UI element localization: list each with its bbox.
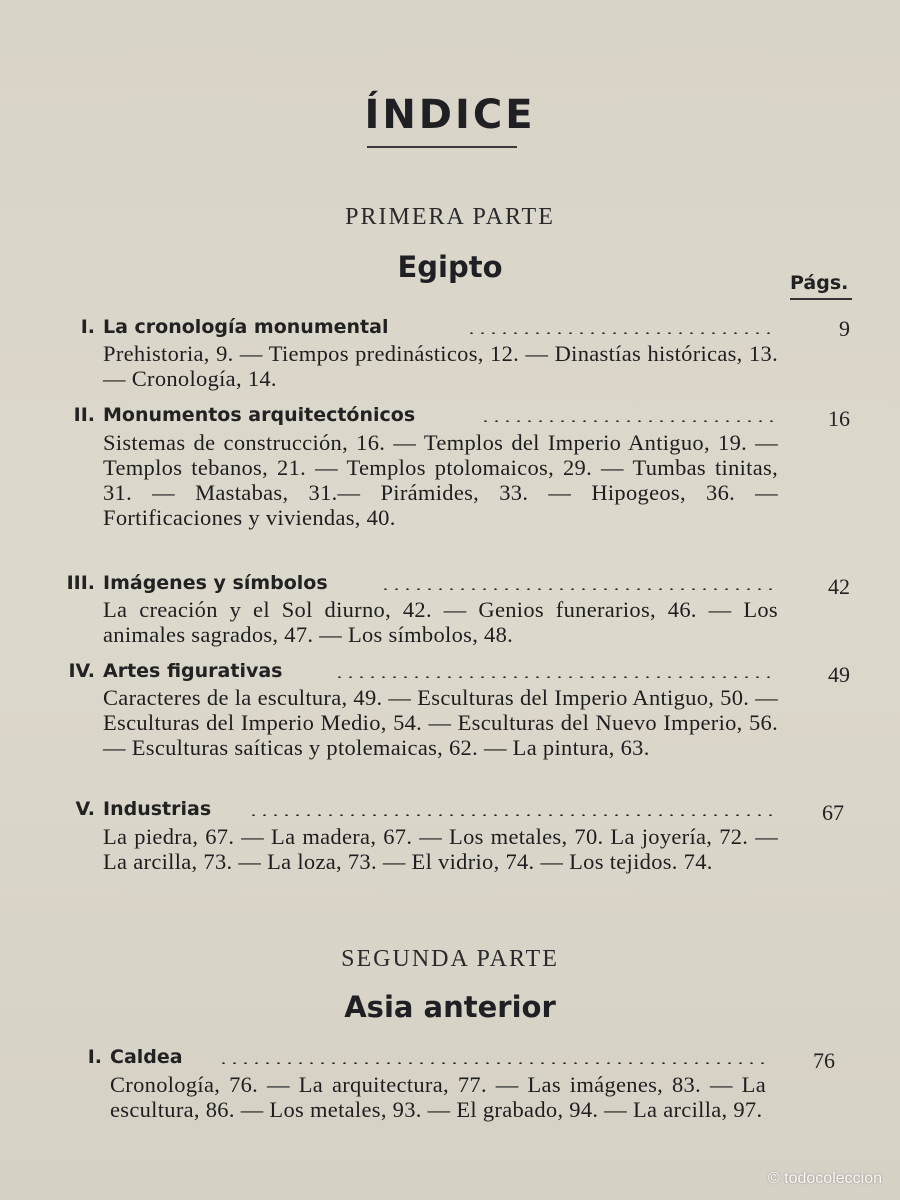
entry-number: I.	[80, 316, 95, 338]
entry-description: Prehistoria, 9. — Tiempos predinásticos, 12. — Dinastías históricas, 13. — Cronología, 14.	[103, 341, 778, 391]
entry-description: La piedra, 67. — La madera, 67. — Los metales, 70. La joyería, 72. — La arcilla, 73. — La loza, 73. — El vidrio, 74. — Los tejidos. 74.	[103, 824, 778, 874]
dot-leader	[380, 588, 778, 590]
entry-number: IV.	[68, 660, 95, 682]
entry-number: III.	[66, 572, 95, 594]
entry-page-number: 42	[828, 574, 850, 599]
entry-number: V.	[75, 798, 95, 820]
entry-number: II.	[73, 404, 95, 426]
part-1-label: PRIMERA PARTE	[345, 204, 555, 230]
part-1-name: Egipto	[397, 250, 503, 284]
entry-title: Imágenes y símbolos	[103, 572, 328, 594]
part-2-label: SEGUNDA PARTE	[341, 946, 559, 972]
page-title: ÍNDICE	[364, 92, 536, 138]
entry-title: La cronología monumental	[103, 316, 389, 338]
entry-title: Industrias	[103, 798, 212, 820]
dot-leader	[466, 332, 778, 334]
dot-leader	[218, 1062, 766, 1064]
entry-page-number: 9	[839, 316, 850, 341]
watermark: © todocoleccion	[767, 1170, 882, 1187]
entry-page-number: 76	[813, 1048, 835, 1073]
entry-page-number: 67	[822, 800, 844, 825]
pages-header-underline	[790, 298, 852, 300]
entry-description: Cronología, 76. — La arquitectura, 77. — Las imágenes, 83. — La escultura, 86. — Los metales, 93. — El grabado, 94. — La arcilla, 97.	[110, 1072, 766, 1122]
entry-title: Caldea	[110, 1046, 183, 1068]
entry-page-number: 49	[828, 662, 850, 687]
entry-description: La creación y el Sol diurno, 42. — Genios funerarios, 46. — Los animales sagrados, 47. — Los símbolos, 48.	[103, 597, 778, 647]
title-underline	[367, 146, 517, 148]
entry-title: Artes figurativas	[103, 660, 283, 682]
entry-description: Sistemas de construcción, 16. — Templos del Imperio Antiguo, 19. — Templos tebanos, 21. — Templos ptolomaicos, 29. — Tumbas tinitas, 31. — Mastabas, 31.— Pirámides, 33. — Hipogeos, 36. — Fortificaciones y viviendas, 40.	[103, 430, 778, 530]
part-2-name: Asia anterior	[344, 990, 556, 1024]
entry-title: Monumentos arquitectónicos	[103, 404, 416, 426]
pages-column-header: Págs.	[790, 272, 849, 294]
entry-description: Caracteres de la escultura, 49. — Esculturas del Imperio Antiguo, 50. — Esculturas del Imperio Medio, 54. — Esculturas del Nuevo Imperio, 56. — Esculturas saíticas y ptolemaicas, 62. — La pintura, 63.	[103, 685, 778, 760]
entry-page-number: 16	[828, 406, 850, 431]
dot-leader	[480, 420, 778, 422]
entry-number: I.	[87, 1046, 102, 1068]
dot-leader	[248, 814, 778, 816]
dot-leader	[334, 676, 778, 678]
